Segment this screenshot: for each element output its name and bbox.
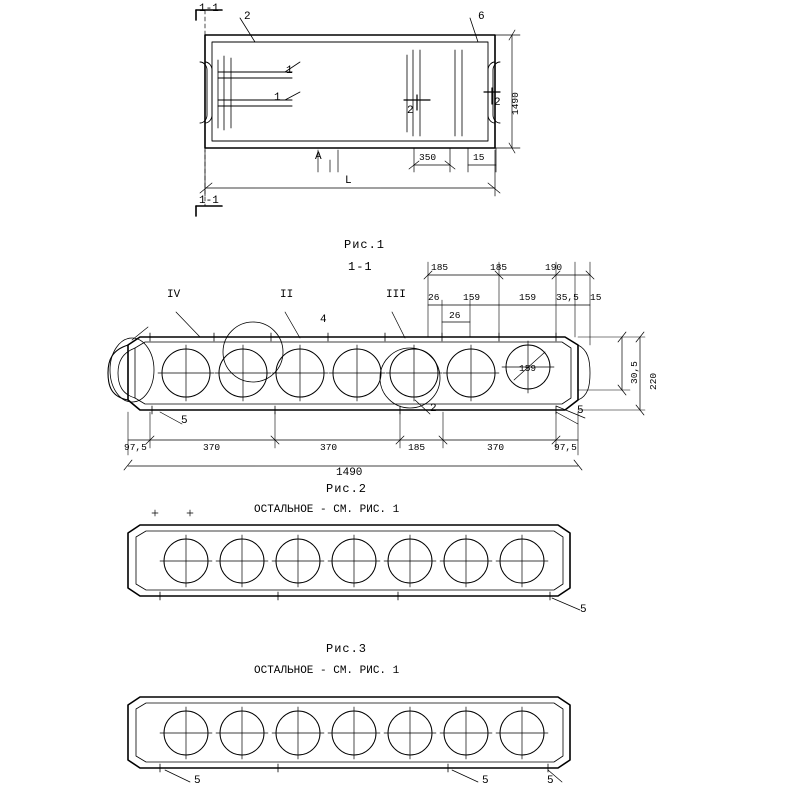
fig4-callout-5c: 5 (547, 775, 554, 787)
fig1-section-mark-bottom: 1-1 (199, 195, 219, 207)
fig2-top-dim-185a: 185 (431, 262, 449, 273)
fig2-dim-159b: 159 (519, 292, 537, 303)
fig4-callout-5b: 5 (482, 775, 489, 787)
fig1-title: Рис.1 (344, 238, 386, 252)
fig1-callout-6: 6 (478, 11, 485, 23)
fig2-detail-IV: IV (167, 289, 181, 301)
fig4-section-view (128, 697, 570, 782)
fig2-dim-370a: 370 (203, 442, 221, 453)
fig2-dim-15: 15 (590, 292, 602, 303)
fig2-callout-5-left: 5 (181, 415, 188, 427)
fig2-note: ОСТАЛЬНОЕ - СМ. РИС. 1 (254, 504, 400, 516)
fig2-title: Рис.2 (326, 482, 368, 496)
section-1-1-title: 1-1 (348, 260, 373, 274)
fig3-title: Рис.3 (326, 642, 368, 656)
fig2-dim-220: 220 (648, 372, 659, 390)
fig2-top-dim-190: 190 (545, 262, 563, 273)
fig2-hole-diameter: 159 (519, 363, 537, 374)
fig4-callout-5a: 5 (194, 775, 201, 787)
fig3-callout-5: 5 (580, 604, 587, 616)
fig2-dim-26a: 26 (428, 292, 440, 303)
fig1-callout-1b: 1 (274, 92, 281, 104)
fig1-dim-1490: 1490 (510, 92, 521, 115)
fig2-dim-26b: 26 (449, 310, 461, 321)
fig3-section-view (128, 510, 580, 610)
fig1-callout-2-right: 2 (407, 105, 414, 117)
fig1-section-mark-left: 1-1 (199, 3, 219, 15)
fig2-dim-370b: 370 (320, 442, 338, 453)
fig2-callout-2: 2 (430, 403, 437, 415)
fig2-callout-5-right: 5 (577, 405, 584, 417)
fig1-dim-350: 350 (419, 152, 437, 163)
fig1-dim-L: L (345, 175, 352, 187)
fig1-plan-view (196, 10, 520, 216)
fig2-dim-159a: 159 (463, 292, 481, 303)
fig2-dim-355: 35,5 (556, 292, 579, 303)
fig1-dim-A: A (315, 151, 322, 163)
fig2-top-dim-185b: 185 (490, 262, 508, 273)
fig2-dim-370c: 370 (487, 442, 505, 453)
fig2-dim-30-5: 30,5 (629, 361, 640, 384)
fig1-dim-15: 15 (473, 152, 485, 163)
fig2-dim-185: 185 (408, 442, 426, 453)
fig2-detail-II: II (280, 289, 294, 301)
fig1-callout-2-top: 2 (244, 11, 251, 23)
fig1-callout-2-far: 2 (494, 97, 501, 109)
fig2-callout-4: 4 (320, 314, 327, 326)
fig2-dim-97-5-left: 97,5 (124, 442, 147, 453)
fig2-dim-97-5-right: 97,5 (554, 442, 577, 453)
fig2-dim-overall: 1490 (336, 467, 363, 479)
fig2-detail-III: III (386, 289, 406, 301)
fig1-callout-1: 1 (286, 65, 293, 77)
fig3-note: ОСТАЛЬНОЕ - СМ. РИС. 1 (254, 665, 400, 677)
